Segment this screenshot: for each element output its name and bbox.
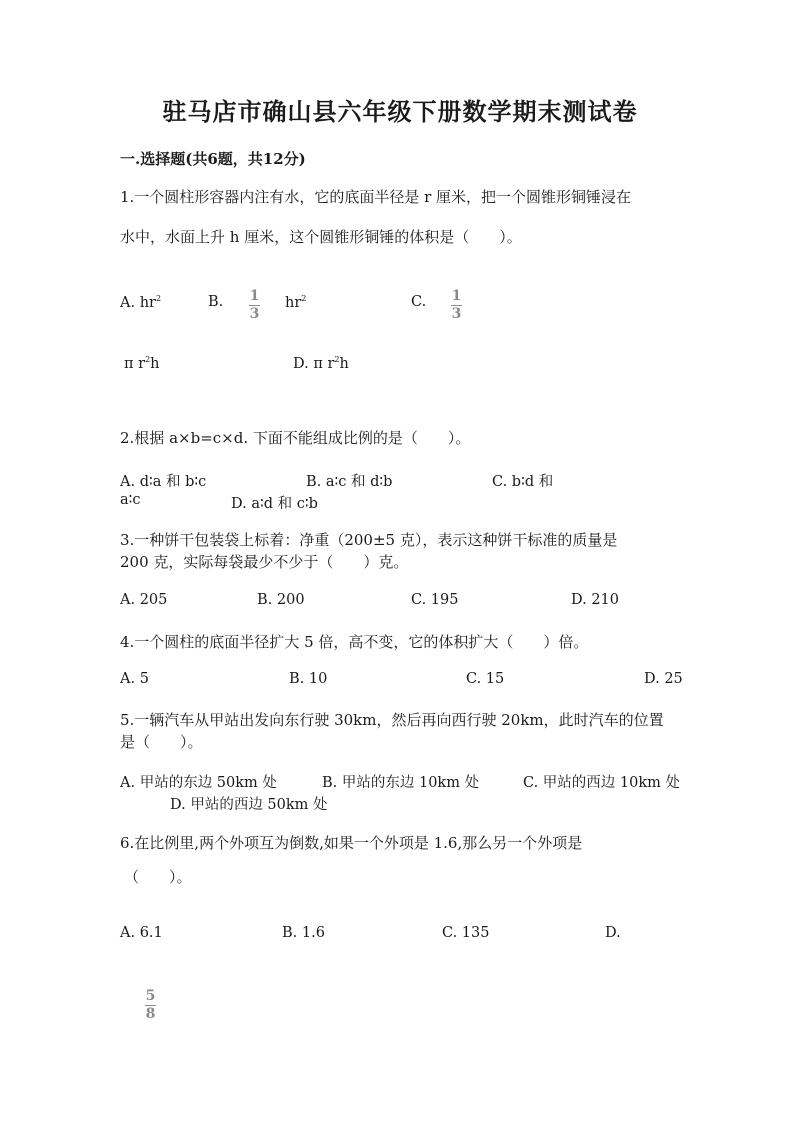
option-text: h: [339, 356, 349, 372]
question-6-option-d[interactable]: D.: [605, 925, 621, 941]
page-title: 驻马店市确山县六年级下册数学期末测试卷: [162, 97, 638, 126]
question-1-option-d[interactable]: [293, 355, 349, 372]
question-3-line-2: 200 克，实际每袋最少不少于（ ）克。: [120, 553, 409, 571]
question-4-text: 4.一个圆柱的底面半径扩大 5 倍，高不变，它的体积扩大（ ）倍。: [120, 633, 589, 651]
fraction-one-third: [249, 289, 260, 322]
superscript: 2: [155, 294, 162, 303]
question-4-option-d[interactable]: D. 25: [644, 671, 683, 687]
question-2-option-d[interactable]: D. a∶d 和 c∶b: [231, 496, 318, 512]
question-5-line-1: 5.一辆汽车从甲站出发向东行驶 30km，然后再向西行驶 20km，此时汽车的位置: [120, 711, 664, 729]
question-2-option-c-continued: a∶c: [120, 492, 141, 508]
question-6-line-2: （ ）。: [124, 868, 192, 886]
question-6-option-a[interactable]: A. 6.1: [120, 925, 163, 941]
question-5-line-2: 是（ ）。: [120, 733, 203, 751]
question-1-option-c-label[interactable]: C.: [411, 294, 427, 310]
fraction-one-third: [451, 289, 462, 322]
fraction-denominator: 8: [145, 1006, 156, 1022]
question-3-option-a[interactable]: A. 205: [120, 592, 168, 608]
question-1-line-1: 1.一个圆柱形容器内注有水，它的底面半径是 r 厘米，把一个圆锥形铜锤浸在: [120, 188, 632, 206]
question-2-option-b[interactable]: B. a∶c 和 d∶b: [306, 474, 393, 490]
question-1-line-2: 水中，水面上升 h 厘米，这个圆锥形铜锤的体积是（ ）。: [120, 228, 522, 246]
fraction-denominator: 3: [249, 306, 260, 322]
question-3-option-c[interactable]: C. 195: [411, 592, 459, 608]
question-1-option-b-text: [285, 294, 306, 311]
question-1-option-c-continued: [124, 355, 160, 372]
question-5-option-d[interactable]: D. 甲站的西边 50km 处: [170, 797, 328, 813]
option-text: hr: [285, 295, 302, 311]
option-text: A. hr: [120, 295, 156, 311]
option-text: h: [150, 356, 160, 372]
question-5-option-b[interactable]: B. 甲站的东边 10km 处: [322, 775, 480, 791]
question-5-option-a[interactable]: A. 甲站的东边 50km 处: [120, 775, 277, 791]
question-5-option-c[interactable]: C. 甲站的西边 10km 处: [523, 775, 681, 791]
question-4-option-a[interactable]: A. 5: [120, 671, 149, 687]
question-4-option-b[interactable]: B. 10: [289, 671, 328, 687]
fraction-numerator: 1: [451, 288, 462, 304]
question-1-option-a[interactable]: [120, 294, 161, 311]
fraction-denominator: 3: [451, 306, 462, 322]
fraction-numerator: 1: [249, 288, 260, 304]
option-text: π r: [124, 356, 146, 372]
question-2-text: 2.根据 a×b=c×d. 下面不能组成比例的是（ ）。: [120, 429, 471, 447]
superscript: 2: [334, 355, 340, 364]
question-6-option-b[interactable]: B. 1.6: [282, 925, 325, 941]
question-3-option-b[interactable]: B. 200: [257, 592, 305, 608]
question-1-option-b-label[interactable]: B.: [208, 294, 224, 310]
question-6-line-1: 6.在比例里,两个外项互为倒数,如果一个外项是 1.6,那么另一个外项是: [120, 834, 583, 852]
fraction-numerator: 5: [145, 988, 156, 1004]
question-6-option-c[interactable]: C. 135: [442, 925, 490, 941]
question-3-line-1: 3.一种饼干包装袋上标着：净重（200±5 克），表示这种饼干标准的质量是: [120, 531, 618, 549]
superscript: 2: [145, 355, 151, 364]
question-3-option-d[interactable]: D. 210: [571, 592, 620, 608]
question-4-option-c[interactable]: C. 15: [466, 671, 505, 687]
fraction-five-eighths: [145, 989, 156, 1022]
section-heading: 一.选择题(共6题，共12分): [120, 150, 306, 168]
superscript: 2: [301, 294, 307, 303]
option-text: D. π r: [293, 356, 335, 372]
question-2-option-a[interactable]: A. d∶a 和 b∶c: [120, 474, 207, 490]
question-2-option-c[interactable]: C. b∶d 和: [492, 474, 554, 490]
